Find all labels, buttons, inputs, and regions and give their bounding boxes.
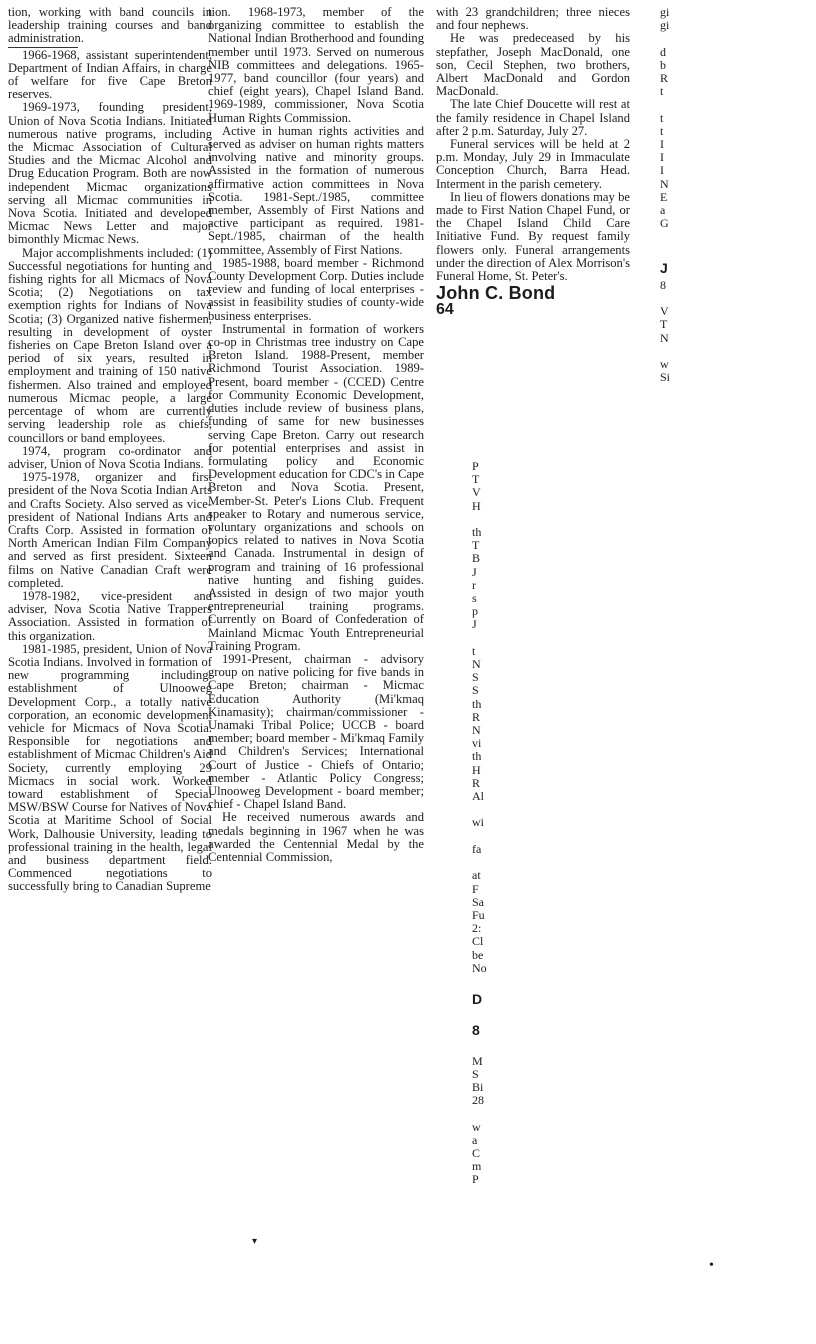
text-fragment: H <box>472 762 481 777</box>
text-fragment: Fu <box>472 907 485 922</box>
text-fragment: be <box>472 947 484 962</box>
text-fragment: t <box>660 110 664 125</box>
text-fragment: J <box>472 617 477 632</box>
text-fragment: N <box>660 330 669 345</box>
text-fragment: P <box>472 1172 479 1187</box>
text-fragment: gi <box>660 5 670 19</box>
text-fragment: Cl <box>472 934 484 949</box>
text-fragment: fa <box>472 841 482 856</box>
paragraph: 1975-1978, organizer and first president of the Nova Scotia Indian Arts and Crafts Society. Also served as vice-president of National Indians Arts and Crafts Corp. Assisted in formation of North American Indian Film Company and served as first president. Sixteen films on Native Canadian Craft were completed. <box>8 470 212 590</box>
text-fragment: R <box>660 71 669 86</box>
text-fragment: R <box>472 775 481 790</box>
text-fragment: m <box>472 1159 482 1174</box>
text-fragment: P <box>472 459 479 473</box>
text-fragment: H <box>472 498 481 513</box>
text-fragment: I <box>660 137 664 152</box>
paragraph: 1991-Present, chairman - advisory group on native policing for five bands in Cape Breton; chairman - Micmac Education Authority (Mi'kmaq Kinamasity); chairman/commissioner - Unamaki Tribal Police; UCCB - board member; board member - Mi'kmaq Family and Children's Services; International Court of Justice - Chiefs of Ontario; member - Atlantic Policy Congress; Ulnooweg Development - board member; chief - Chapel Island Band. <box>208 651 424 812</box>
text-fragment: S <box>472 670 479 685</box>
text-fragment: J <box>472 564 477 579</box>
text-fragment: th <box>472 696 482 711</box>
text-fragment: at <box>472 868 481 883</box>
paragraph: He received numerous awards and medals beginning in 1967 when he was awarded the Centennial Medal by the Centennial Commission, <box>208 810 424 864</box>
text-fragment: gi <box>660 18 670 33</box>
paragraph: with 23 grandchildren; three nieces and four nephews. <box>436 5 630 33</box>
text-fragment: No <box>472 960 487 975</box>
article-column-1 <box>8 6 212 894</box>
text-fragment: D <box>472 990 483 1007</box>
text-fragment: t <box>660 123 664 138</box>
text-fragment: T <box>660 317 668 332</box>
paragraph: 1974, program co-ordinator and adviser, Union of Nova Scotia Indians. <box>8 443 212 471</box>
text-fragment <box>458 1107 476 1120</box>
text-fragment: wi <box>472 815 484 830</box>
paragraph: tion. 1968-1973, member of the organizing committee to establish the National Indian Brotherhood and founding member until 1973. Served on numerous NIB committees and delegations. 1965-1977, band councillor (four years) and chief (eight years), Chapel Island Band. 1969-1989, commissioner, Nova Scotia Human Rights Commission. <box>208 5 424 125</box>
clipped-edge-fragments <box>646 5 671 385</box>
text-fragment: w <box>660 357 669 372</box>
text-fragment: I <box>660 150 664 165</box>
text-fragment <box>646 230 668 243</box>
text-fragment: V <box>660 304 669 319</box>
text-fragment: t <box>472 643 476 658</box>
text-fragment: I <box>660 163 664 178</box>
paragraph: In lieu of flowers donations may be made to First Nation Chapel Fund, or the Chapel Island Child Care Initiative Fund. By request family flowers only. Funeral arrangements under the direction of Alex Morrison's Funeral Home, St. Peter's. <box>436 189 630 284</box>
text-fragment: N <box>472 723 481 738</box>
text-fragment: w <box>472 1119 481 1134</box>
text-fragment: t <box>660 84 664 99</box>
text-fragment: N <box>660 176 669 191</box>
text-fragment <box>458 632 476 645</box>
text-fragment: d <box>660 44 666 59</box>
paragraph: He was predeceased by his stepfather, Joseph MacDonald, one son, Cecil Stephen, two brothers, Albert MacDonald and Gordon MacDonald. <box>436 31 630 99</box>
paragraph: 1966-1968, assistant superintendent, Department of Indian Affairs, in charge of welfare for five Cape Breton reserves. <box>8 47 212 102</box>
clipped-column-fragments <box>458 460 628 1187</box>
paragraph: 1981-1985, president, Union of Nova Scotia Indians. Involved in formation of new programming including: establishment of Ulnooweg Development Corp., a totally native corporation, an economic development vehicle for Micmacs of Nova Scotia. Responsible for negotiations and establishment of Micmac Children's Aid Society, currently employing 29 Micmacs in social work. Worked toward establishment of Special MSW/BSW Course for Natives of Nova Scotia at Maritime School of Social Work, Dalhousie University, leading to professional training in the health, legal and business department field. Commenced negotiations to successfully bring to Canadian Supreme <box>8 641 212 894</box>
text-fragment: p <box>472 604 478 619</box>
text-fragment: S <box>472 683 479 698</box>
text-fragment <box>458 1041 476 1054</box>
text-fragment: F <box>472 881 479 896</box>
stray-mark: ▾ <box>252 1236 258 1247</box>
text-fragment: J <box>660 259 668 276</box>
text-fragment <box>646 32 668 45</box>
text-fragment: T <box>472 472 480 487</box>
paragraph: 1969-1973, founding president, Union of Nova Scotia Indians. Initiated numerous native programs, including the Micmac Association of Cultural Studies and the Micmac Alcohol and Drug Education Program. Both are now independent Micmac organizations serving all Micmac communities in Nova Scotia. Initiated and developed Micmac News Letter and major bimonthly Micmac News. <box>8 100 212 247</box>
text-fragment: vi <box>472 736 482 751</box>
text-fragment: Si <box>660 370 671 385</box>
text-fragment: a <box>660 203 666 218</box>
text-fragment: s <box>472 591 477 606</box>
text-fragment <box>646 98 668 111</box>
text-fragment: Bi <box>472 1079 484 1094</box>
text-fragment: V <box>472 485 481 500</box>
text-fragment: S <box>472 1066 479 1081</box>
text-fragment: th <box>472 525 482 540</box>
paragraph: 1985-1988, board member - Richmond County Development Corp. Duties include review and funding of local enterprises - assist in feasibility studies of county-wide business enterprises. <box>208 255 424 323</box>
paragraph: Active in human rights activities and served as adviser on human rights matters involving native and minority groups. Assisted in the formation of numerous affirmative action committees in Nova Scotia. 1981-Sept./1985, committee member, Assembly of First Nations and active participant as required. 1981-Sept./1985, chairman of the health committee, Assembly of First Nations. <box>208 123 424 257</box>
text-fragment: 28 <box>472 1093 484 1108</box>
stray-mark: • <box>709 1258 714 1273</box>
text-fragment: 8 <box>472 1022 480 1039</box>
obituary-headline: John C. Bond <box>436 283 556 304</box>
paragraph: Major accomplishments included: (1) Successful negotiations for hunting and fishing rights for all Micmacs of Nova Scotia; (2) Negotiations on tax exemption rights for Indians of Nova Scotia; (3) Organized native fishermen, resulting in development of oyster fisheries on Cape Breton Island over a period of six years, resulted in employment and training of 150 native fishermen. Also trained and employed numerous Micmac people, a large percentage of whom are currently serving leadership role as chiefs, councillors or band employees. <box>8 245 212 445</box>
text-fragment: T <box>472 538 480 553</box>
article-column-3 <box>436 5 630 319</box>
text-fragment: M <box>472 1053 483 1068</box>
paragraph: 1978-1982, vice-president and adviser, Nova Scotia Native Trappers Association. Assisted in formation of this organization. <box>8 588 212 643</box>
text-fragment: b <box>660 57 666 72</box>
paragraph: tion, working with band councils in leadership training courses and band administration. <box>8 5 212 46</box>
text-fragment: R <box>472 709 481 724</box>
article-column-2 <box>208 6 424 864</box>
text-fragment: E <box>660 189 668 204</box>
text-fragment: C <box>472 1145 481 1160</box>
paragraph: Funeral services will be held at 2 p.m. Monday, July 29 in Immaculate Conception Church, Barra Head. Interment in the parish cemetery. <box>436 137 630 191</box>
text-fragment: Sa <box>472 894 484 909</box>
text-fragment: a <box>472 1132 478 1147</box>
paragraph: The late Chief Doucette will rest at the family residence in Chapel Island after 2 p.m. Saturday, July 27. <box>436 97 630 138</box>
text-fragment: 8 <box>660 277 666 292</box>
text-fragment: 2: <box>472 921 482 936</box>
text-fragment: r <box>472 577 476 592</box>
text-fragment: N <box>472 657 481 672</box>
text-fragment: B <box>472 551 481 566</box>
text-fragment <box>458 830 476 843</box>
paragraph: Instrumental in formation of workers co-op in Christmas tree industry on Cape Breton Island. 1988-Present, member Richmond Tourist Association. 1989-Present, board member - (CCED) Centre for Community Economic Development, duties include review of business plans, funding of same for new businesses serving Cape Breton. Carry out research for potential enterprises and assist in formulating policy and Economic Development education for CDC's in Cape Breton and Nova Scotia. Present, Member-St. Peter's Lions Club. Frequent speaker to Rotary and numerous service, voluntary organizations and schools on topics related to natives in Nova Scotia and Canada. Instrumental in design of program and training of 16 professional native hunting and fishing guides. Assisted in design of two major youth entrepreneurial training programs. Currently on Board of Confederation of Mainland Micmac Youth Entrepreneurial Training Program. <box>208 321 424 653</box>
text-fragment: th <box>472 749 482 764</box>
text-fragment: G <box>660 216 669 231</box>
text-fragment: Al <box>472 789 484 804</box>
obituary-age: 64 <box>436 301 454 319</box>
